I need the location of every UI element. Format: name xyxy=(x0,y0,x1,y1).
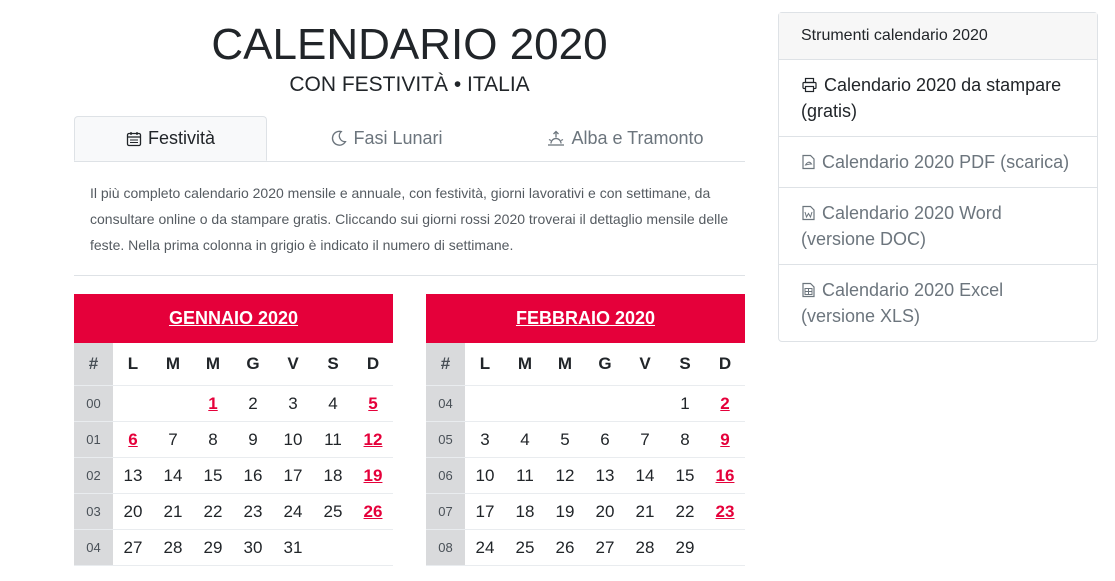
moon-icon xyxy=(330,130,347,147)
weekday-row xyxy=(74,343,393,386)
day-cell: 18 xyxy=(313,458,353,494)
day-cell: 1 xyxy=(665,386,705,422)
day-cell: 24 xyxy=(273,494,313,530)
tab-bar xyxy=(74,116,745,162)
day-cell: 28 xyxy=(625,530,665,566)
sidebar-item-label: Calendario 2020 Word (versione DOC) xyxy=(801,203,1002,249)
day-cell: 25 xyxy=(505,530,545,566)
day-cell: 17 xyxy=(465,494,505,530)
day-cell: 16 xyxy=(233,458,273,494)
day-cell xyxy=(113,386,153,422)
day-cell xyxy=(625,386,665,422)
sunrise-icon xyxy=(547,130,565,147)
day-cell: 13 xyxy=(113,458,153,494)
day-cell: 10 xyxy=(465,458,505,494)
sidebar-item-word[interactable] xyxy=(779,188,1097,265)
weekday-header: S xyxy=(665,343,705,386)
day-cell: 12 xyxy=(545,458,585,494)
sidebar-item-label: Calendario 2020 PDF (scarica) xyxy=(822,152,1070,172)
tab-label: Fasi Lunari xyxy=(353,127,443,148)
weekday-row xyxy=(426,343,745,386)
weekday-header: G xyxy=(585,343,625,386)
day-cell: 7 xyxy=(625,422,665,458)
day-cell: 8 xyxy=(665,422,705,458)
day-cell: 14 xyxy=(153,458,193,494)
day-cell: 4 xyxy=(313,386,353,422)
week-row xyxy=(426,422,745,458)
holiday-day-link[interactable]: 6 xyxy=(113,422,153,458)
sidebar-item-label: Calendario 2020 Excel (versione XLS) xyxy=(801,280,1004,326)
day-cell: 18 xyxy=(505,494,545,530)
week-number-header: # xyxy=(426,343,465,386)
day-cell: 10 xyxy=(273,422,313,458)
sidebar-item-pdf[interactable] xyxy=(779,137,1097,188)
day-cell: 25 xyxy=(313,494,353,530)
day-cell xyxy=(585,386,625,422)
holiday-day-link[interactable]: 9 xyxy=(705,422,745,458)
day-cell: 27 xyxy=(585,530,625,566)
week-number: 00 xyxy=(74,386,113,422)
calendar-icon xyxy=(126,131,142,147)
day-cell xyxy=(505,386,545,422)
day-cell: 3 xyxy=(465,422,505,458)
day-cell: 7 xyxy=(153,422,193,458)
holiday-day-link[interactable]: 19 xyxy=(353,458,393,494)
day-cell: 21 xyxy=(625,494,665,530)
day-cell: 31 xyxy=(273,530,313,566)
holiday-day-link[interactable]: 23 xyxy=(705,494,745,530)
day-cell: 30 xyxy=(233,530,273,566)
week-number: 03 xyxy=(74,494,113,530)
week-number: 06 xyxy=(426,458,465,494)
week-row xyxy=(74,422,393,458)
day-cell: 3 xyxy=(273,386,313,422)
intro-text: Il più completo calendario 2020 mensile e annuale, con festività, giorni lavorativi e con settimane, da consultare online o da stampare gratis. Cliccando sui giorni rossi 2020 troverai il dettaglio mensile delle feste. Nella prima colonna in grigio è indicato il numero di settimane. xyxy=(90,185,729,253)
day-cell: 17 xyxy=(273,458,313,494)
weekday-header: D xyxy=(705,343,745,386)
week-number: 08 xyxy=(426,530,465,566)
month-table xyxy=(426,343,745,566)
weekday-header: G xyxy=(233,343,273,386)
weekday-header: D xyxy=(353,343,393,386)
week-number: 07 xyxy=(426,494,465,530)
weekday-header: L xyxy=(113,343,153,386)
day-cell: 6 xyxy=(585,422,625,458)
day-cell: 13 xyxy=(585,458,625,494)
tab-alba-tramonto[interactable] xyxy=(506,116,745,160)
tools-sidebar xyxy=(778,12,1098,342)
weekday-header: M xyxy=(193,343,233,386)
week-row xyxy=(74,530,393,566)
day-cell: 24 xyxy=(465,530,505,566)
month-card-febbraio xyxy=(426,294,745,566)
week-row xyxy=(74,458,393,494)
day-cell: 29 xyxy=(193,530,233,566)
day-cell: 29 xyxy=(665,530,705,566)
month-header xyxy=(74,294,393,343)
day-cell: 14 xyxy=(625,458,665,494)
day-cell: 15 xyxy=(665,458,705,494)
day-cell: 2 xyxy=(233,386,273,422)
excel-file-icon xyxy=(801,282,816,298)
week-row xyxy=(74,386,393,422)
day-cell xyxy=(705,530,745,566)
day-cell: 22 xyxy=(665,494,705,530)
week-row xyxy=(74,494,393,530)
day-cell: 26 xyxy=(545,530,585,566)
week-number: 01 xyxy=(74,422,113,458)
printer-icon xyxy=(801,77,818,93)
day-cell: 27 xyxy=(113,530,153,566)
day-cell: 4 xyxy=(505,422,545,458)
day-cell: 15 xyxy=(193,458,233,494)
month-link[interactable]: FEBBRAIO 2020 xyxy=(515,308,656,328)
day-cell: 19 xyxy=(545,494,585,530)
tab-festivita[interactable] xyxy=(74,116,267,161)
weekday-header: S xyxy=(313,343,353,386)
day-cell: 23 xyxy=(233,494,273,530)
day-cell xyxy=(313,530,353,566)
day-cell: 22 xyxy=(193,494,233,530)
holiday-day-link[interactable]: 1 xyxy=(193,386,233,422)
week-number: 05 xyxy=(426,422,465,458)
holiday-day-link[interactable]: 5 xyxy=(353,386,393,422)
sidebar-title: Strumenti calendario 2020 xyxy=(779,13,1097,60)
day-cell: 8 xyxy=(193,422,233,458)
week-row xyxy=(426,530,745,566)
week-number: 02 xyxy=(74,458,113,494)
day-cell xyxy=(153,386,193,422)
tab-fasi-lunari[interactable] xyxy=(267,116,506,160)
page-subtitle: CON FESTIVITÀ • ITALIA xyxy=(289,73,530,96)
holiday-day-link[interactable]: 26 xyxy=(353,494,393,530)
tab-label: Alba e Tramonto xyxy=(571,127,704,148)
day-cell: 5 xyxy=(545,422,585,458)
sidebar-item-excel[interactable] xyxy=(779,265,1097,341)
divider xyxy=(74,275,745,276)
holiday-day-link[interactable]: 16 xyxy=(705,458,745,494)
weekday-header: M xyxy=(505,343,545,386)
day-cell: 20 xyxy=(585,494,625,530)
week-number: 04 xyxy=(426,386,465,422)
month-header xyxy=(426,294,745,343)
day-cell: 28 xyxy=(153,530,193,566)
week-row xyxy=(426,458,745,494)
weekday-header: V xyxy=(273,343,313,386)
sidebar-item-stampare[interactable] xyxy=(779,60,1097,137)
day-cell xyxy=(353,530,393,566)
holiday-day-link[interactable]: 2 xyxy=(705,386,745,422)
sidebar-item-label: Calendario 2020 da stampare (gratis) xyxy=(801,75,1062,121)
page-title: CALENDARIO 2020 xyxy=(211,20,608,69)
month-table xyxy=(74,343,393,566)
pdf-file-icon xyxy=(801,154,816,170)
day-cell: 20 xyxy=(113,494,153,530)
week-number: 04 xyxy=(74,530,113,566)
day-cell: 11 xyxy=(505,458,545,494)
day-cell: 21 xyxy=(153,494,193,530)
day-cell: 11 xyxy=(313,422,353,458)
word-file-icon xyxy=(801,205,816,221)
weekday-header: M xyxy=(545,343,585,386)
day-cell: 9 xyxy=(233,422,273,458)
month-link[interactable]: GENNAIO 2020 xyxy=(168,308,299,328)
week-row xyxy=(426,494,745,530)
month-card-gennaio xyxy=(74,294,393,566)
weekday-header: V xyxy=(625,343,665,386)
day-cell xyxy=(465,386,505,422)
week-row xyxy=(426,386,745,422)
tab-label: Festività xyxy=(147,128,216,148)
day-cell xyxy=(545,386,585,422)
week-number-header: # xyxy=(74,343,113,386)
weekday-header: L xyxy=(465,343,505,386)
weekday-header: M xyxy=(153,343,193,386)
holiday-day-link[interactable]: 12 xyxy=(353,422,393,458)
